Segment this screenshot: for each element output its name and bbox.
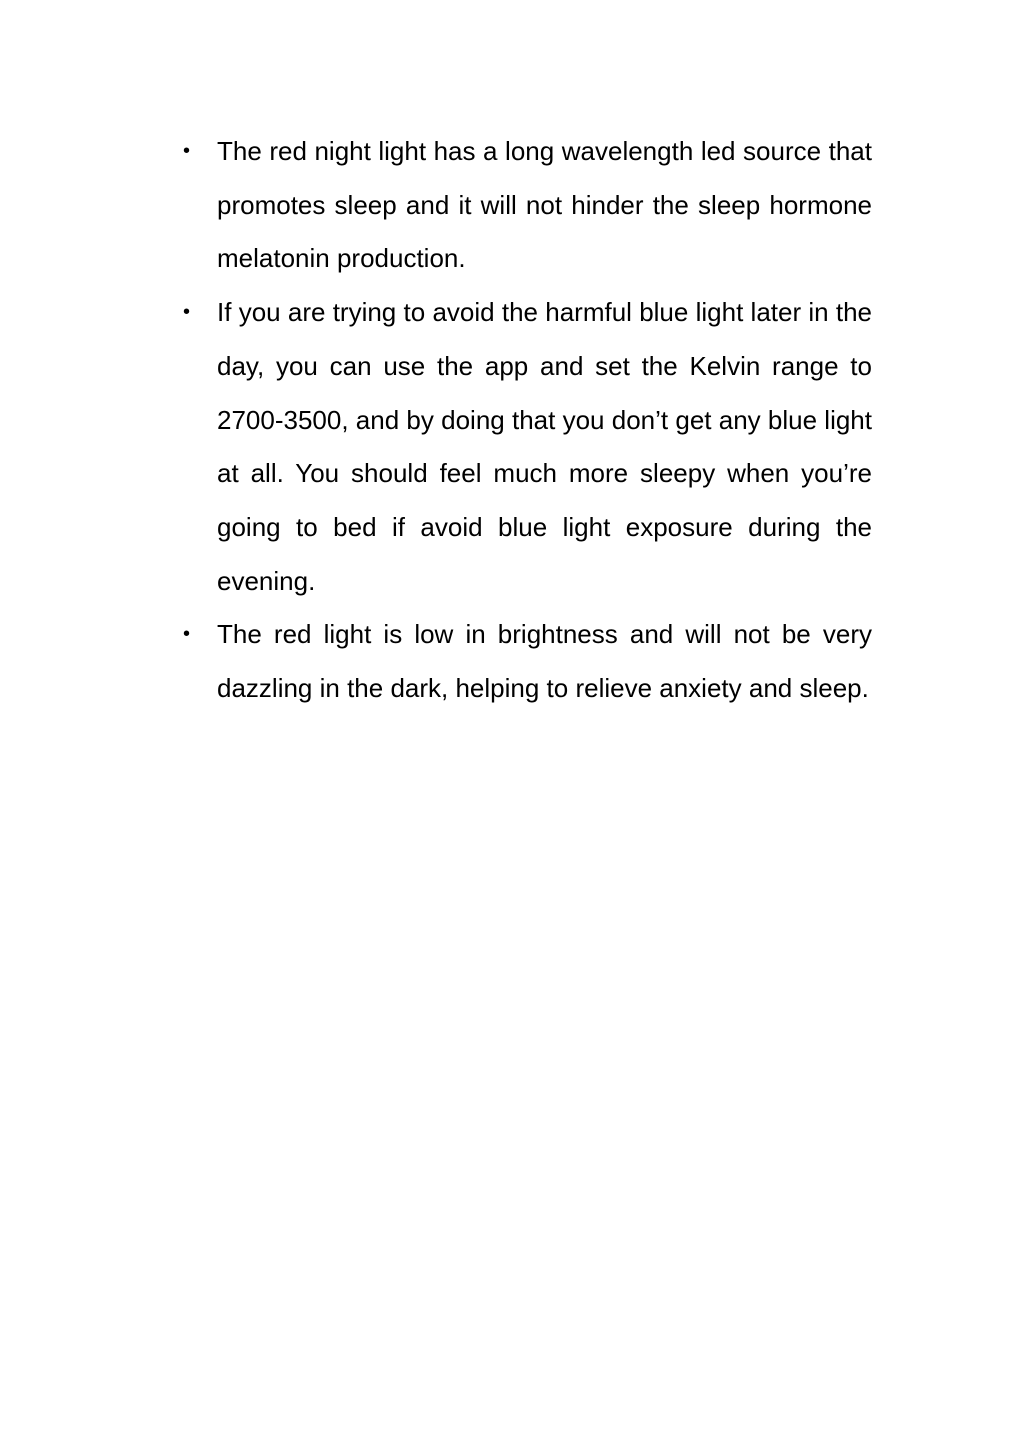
bullet-text: If you are trying to avoid the harmful blue light later in the day, you can use the app and set the Kelvin range to 2700-3500, and by doing that you don’t get any blue light at all. You should feel much more sleepy when you’re going to bed if avoid blue light exposure during the evening. [217,297,872,596]
list-item [183,125,872,286]
list-item [183,608,872,715]
bullet-text: The red night light has a long wavelength led source that promotes sleep and it will not hinder the sleep hormone melatonin production. [217,136,872,274]
bullet-marker: • [183,140,191,162]
bullet-text: The red light is low in brightness and will not be very dazzling in the dark, helping to relieve anxiety and sleep. [217,619,872,704]
list-item [183,286,872,608]
bullet-marker: • [183,301,191,324]
bullet-list [183,125,872,716]
bullet-marker: • [183,623,191,646]
